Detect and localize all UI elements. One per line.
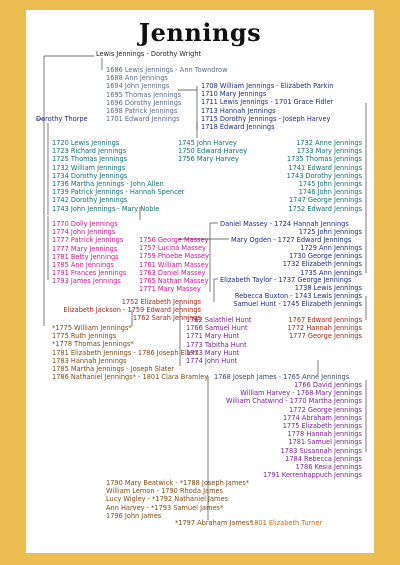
person-entry: 1732 Elizabeth Jennings: [282, 260, 362, 269]
person-entry: 1698 Patrick Jennings: [106, 107, 178, 115]
person-entry: 1767 Edward Jennings: [288, 316, 362, 324]
person-entry: 1729 Ann Jennings: [300, 244, 362, 252]
person-entry: 1695 Thomas Jennings: [106, 90, 182, 99]
person-entry: 1783 Susannah Jennings: [280, 446, 362, 455]
person-entry: 1765 Nathan Massey: [139, 277, 209, 285]
person-entry: 1696 Dorothy Jennings: [106, 98, 182, 107]
person-entry: 1771 Mary Massey: [139, 285, 201, 294]
person-entry: 1781 Elizabeth Jennings - 1786 Joseph Ellers: [52, 348, 199, 357]
person-entry: 1778 Hannah Jennings: [287, 430, 362, 439]
person-entry: Lucy Wigley - *1792 Nathaniel James: [106, 495, 228, 504]
person-entry: Samuel Hunt - 1745 Elizabeth Jennings: [233, 300, 362, 309]
person-entry: 1735 Ann Jennings: [300, 268, 362, 277]
person-entry: 1766 David Jennings: [293, 381, 362, 389]
person-entry: 1708 William Jennings - Elizabeth Parkin: [201, 82, 334, 90]
person-entry: 1786 Nathaniel Jennings* - 1801 Clara Bramley: [52, 373, 209, 382]
person-entry: 1772 George Jennings: [288, 405, 362, 414]
person-entry: 1741 Edward Jennings: [288, 163, 362, 172]
person-entry: 1732 William Jennings: [52, 163, 126, 172]
person-entry: 1745 John Jennings: [298, 180, 362, 188]
person-entry: 1739 Patrick Jennings - Hannah Spencer: [52, 188, 185, 197]
person-entry: 1736 Martha Jennings - John Allen: [52, 180, 164, 188]
person-entry: 1781 Samuel Jennings: [288, 438, 362, 447]
person-entry: 1738 Lewis Jennings: [294, 284, 362, 292]
person-entry: 1747 George Jennings: [288, 196, 362, 205]
person-entry: 1735 Thomas Jennings: [286, 155, 362, 164]
person-entry: Lewis Jennings - Dorothy Wright: [96, 50, 202, 58]
person-entry: William Harvey - 1768 Mary Jennings: [240, 389, 362, 398]
person-entry: 1730 George Jennings: [288, 252, 362, 261]
person-entry: 1793 James Jennings: [52, 277, 121, 286]
person-entry: 1777 Patrick Jennings: [52, 236, 124, 245]
person-entry: 1763 Daniel Massey: [139, 268, 206, 277]
person-entry: 1743 John Jennings - Mary Noble: [52, 204, 160, 213]
person-entry: 1710 Mary Jennings: [201, 90, 267, 99]
person-entry: 1772 Hannah Jennings: [287, 324, 362, 333]
person-entry: Daniel Massey - 1724 Hannah Jennings: [220, 220, 349, 228]
person-entry: 1791 Frances Jennings: [52, 269, 127, 278]
person-entry: 1713 Hannah Jennings: [201, 106, 276, 115]
person-entry: 1732 Anne Jennings: [296, 139, 362, 147]
person-entry: 1774 John Jennings: [52, 228, 116, 237]
person-entry: 1733 Mary Jennings: [296, 147, 362, 156]
person-entry: 1775 Elizabeth Jennings: [282, 422, 362, 430]
person-entry: 1784 Rebecca Jennings: [285, 454, 362, 463]
person-entry: 1777 Mary Jennings: [52, 244, 118, 253]
person-entry: 1759 Phoebe Massey: [139, 252, 210, 261]
person-entry: 1752 Elizabeth Jennings: [121, 298, 201, 306]
person-entry: 1766 Samuel Hunt: [186, 324, 248, 333]
person-entry: 1725 John Jennings: [298, 228, 362, 236]
person-entry: 1718 Edward Jennings: [201, 123, 275, 131]
page-title: Jennings: [138, 18, 262, 47]
person-entry: *1797 Abraham James* -: [175, 519, 258, 527]
person-entry: 1785 Ann Jennings: [52, 261, 114, 269]
person-entry: 1786 Kesia Jennings: [295, 463, 362, 471]
person-entry: 1745 John Harvey: [178, 139, 237, 147]
person-entry: Elizabeth Jackson - 1759 Edward Jennings: [63, 306, 201, 315]
person-entry: 1711 Lewis Jennings - 1701 Grace Fidler: [201, 98, 334, 107]
person-entry: 1701 Edward Jennings: [106, 115, 180, 124]
person-entry: 1742 Dorothy Jennings: [52, 196, 128, 205]
person-entry: 1790 Mary Beatwick - *1788 Joseph James*: [106, 479, 250, 487]
person-entry: Ann Harvey - *1793 Samuel James*: [106, 503, 224, 512]
person-entry: 1750 Edward Harvey: [178, 147, 248, 156]
person-entry: 1796 John James: [106, 511, 162, 520]
person-entry: 1752 Edward Jennings: [288, 204, 362, 213]
person-entry: 1773 Mary Hunt: [186, 348, 240, 357]
person-entry: 1801 Elizabeth Turner: [250, 519, 323, 527]
person-entry: William Chatwind - 1770 Martha Jennings: [225, 397, 362, 406]
person-entry: 1775 Ruth Jennings: [52, 332, 117, 341]
person-entry: 1746 John Jennings: [298, 188, 362, 197]
person-entry: Dorothy Thorpe: [36, 115, 88, 123]
person-entry: 1686 Lewis Jennings - Ann Towndrow: [106, 66, 228, 74]
person-entry: 1768 Joseph James - 1765 Anne Jennings: [214, 373, 350, 381]
person-entry: *1778 Thomas Jennings*: [52, 340, 134, 349]
person-entry: 1715 Dorothy Jennings - Joseph Harvey: [201, 114, 331, 123]
person-entry: 1757 Lucina Massey: [139, 244, 206, 253]
person-entry: 1781 Betty Jennings: [52, 252, 119, 261]
person-entry: Mary Ogden - 1727 Edward Jennings: [231, 236, 352, 244]
person-entry: 1694 John Jennings: [106, 82, 170, 91]
person-entry: William Lemon - 1790 Rhoda James: [106, 487, 223, 496]
person-entry: 1774 Abraham Jennings: [282, 413, 362, 422]
person-entry: *1775 William Jennings*: [52, 324, 132, 332]
person-entry: 1734 Dorothy Jennings: [52, 171, 128, 180]
person-entry: 1770 Dolly Jennings: [52, 220, 118, 228]
person-entry: 1771 Mary Hunt: [186, 332, 240, 341]
person-entry: 1774 John Hunt: [186, 357, 238, 365]
person-entry: 1725 Thomas Jennings: [52, 155, 128, 164]
person-entry: 1761 William Massey: [139, 260, 209, 269]
person-entry: 1777 George Jennings: [288, 332, 362, 341]
person-entry: 1756 Mary Harvey: [178, 155, 239, 164]
person-entry: 1785 Martha Jennings - Joseph Slater: [52, 365, 175, 373]
person-entry: 1720 Lewis Jennings: [52, 139, 120, 147]
person-entry: 1756 George Massey: [139, 236, 209, 244]
person-entry: 1773 Tabitha Hunt: [186, 340, 247, 349]
person-entry: 1783 Hannah Jennings: [52, 356, 127, 365]
person-entry: 1688 Ann Jennings: [106, 74, 168, 83]
person-entry: 1791 Kerrenhappuch Jennings: [263, 471, 362, 480]
person-entry: 1743 Dorothy Jennings: [286, 171, 362, 180]
person-entry: Elizabeth Taylor - 1737 George Jennings: [220, 276, 352, 284]
person-entry: Rebecca Buxton - 1743 Lewis Jennings: [234, 292, 362, 300]
person-entry: 1723 Richard Jennings: [52, 147, 127, 156]
person-entry: 1762 Salathiel Hunt: [186, 316, 252, 324]
person-entry: 1762 Sarah Jennings: [132, 314, 201, 323]
